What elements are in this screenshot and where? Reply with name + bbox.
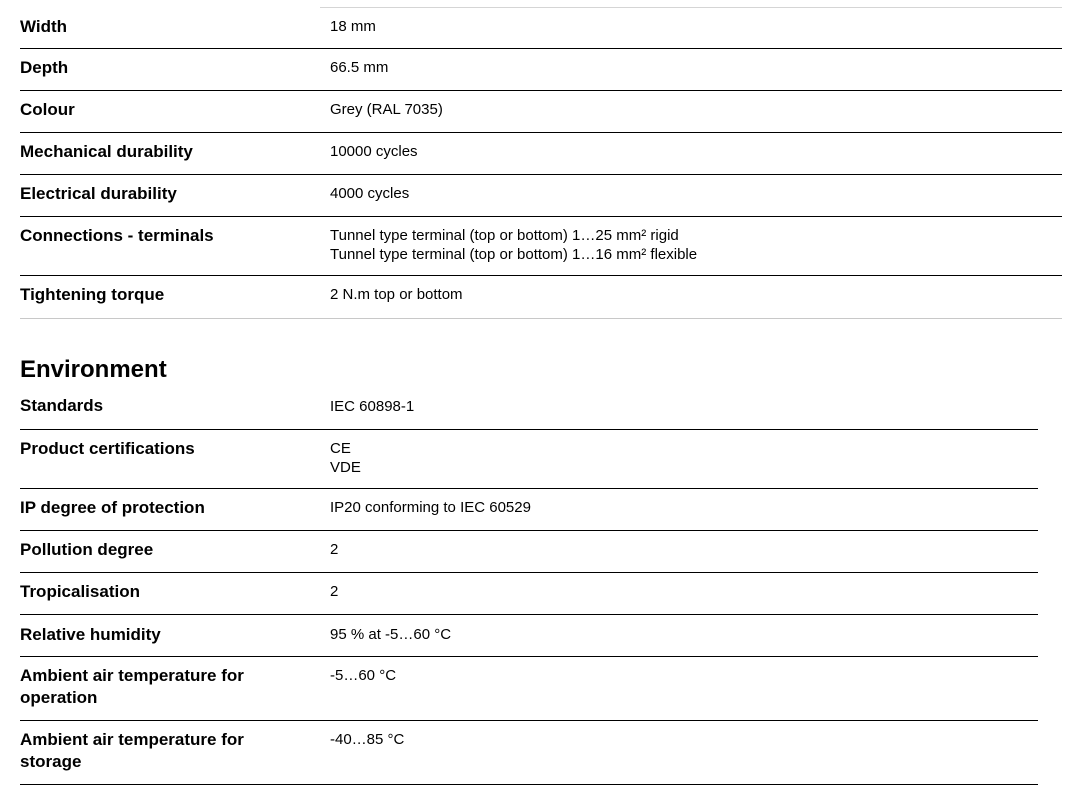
spec-value-line: CE [330,440,351,457]
spec-label: Product certifications [20,439,195,458]
spec-row-connections-terminals [20,217,1062,276]
spec-label: IP degree of protection [20,498,205,517]
spec-value [330,582,338,601]
spec-value-line: 2 [330,583,339,600]
spec-value-line: -5…60 °C [330,667,397,684]
spec-value-line: 18 mm [330,18,376,35]
spec-label: Colour [20,100,75,119]
environment-table [20,387,1038,785]
spec-label: Electrical durability [20,184,177,203]
spec-value [330,730,404,749]
spec-row-mechanical-durability [20,133,1062,175]
spec-value-line: IEC 60898-1 [330,398,415,415]
spec-row-electrical-durability [20,175,1062,217]
spec-value-line: -40…85 °C [330,731,405,748]
spec-row-pollution-degree [20,531,1038,573]
spec-value [330,285,463,304]
spec-label: Mechanical durability [20,142,193,161]
spec-label: Depth [20,58,69,77]
spec-value [330,439,361,477]
spec-value [330,625,451,644]
spec-value-line: 66.5 mm [330,59,389,76]
spec-value-line: 4000 cycles [330,185,410,202]
spec-value-line: 2 N.m top or bottom [330,286,463,303]
spec-value [330,498,531,517]
spec-label: Width [20,17,68,36]
spec-label: Standards [20,396,104,415]
spec-value-line: Grey (RAL 7035) [330,101,443,118]
spec-value [330,184,409,203]
spec-label: Tropicalisation [20,582,140,601]
spec-value-line: 10000 cycles [330,143,418,160]
spec-value-line: Tunnel type terminal (top or bottom) 1…25 mm² rigid [330,227,679,244]
spec-row-ambient-temp-storage [20,721,1038,785]
spec-label: Relative humidity [20,625,161,644]
spec-row-depth [20,49,1062,91]
spec-value-line: VDE [330,459,361,476]
spec-value [330,397,414,416]
spec-value-line: 2 [330,541,339,558]
spec-value [330,666,396,685]
spec-row-product-certifications [20,430,1038,489]
spec-value [330,17,376,36]
spec-label: Ambient air temperature for storage [20,730,244,771]
spec-row-relative-humidity [20,615,1038,657]
spec-row-colour [20,91,1062,133]
spec-value-line: 95 % at -5…60 °C [330,626,452,643]
spec-row-tropicalisation [20,573,1038,615]
spec-value-line: Tunnel type terminal (top or bottom) 1…16 mm² flexible [330,246,698,263]
section-title-environment: Environment [20,356,167,383]
spec-label: Ambient air temperature for operation [20,666,244,707]
spec-label: Tightening torque [20,285,165,304]
spec-value [330,100,443,119]
spec-row-ip-degree [20,489,1038,531]
spec-label: Pollution degree [20,540,154,559]
spec-value-line: IP20 conforming to IEC 60529 [330,499,531,516]
spec-value [330,142,418,161]
spec-value [330,226,697,264]
spec-row-ambient-temp-operation [20,657,1038,721]
spec-label: Connections - terminals [20,226,214,245]
spec-row-width [20,0,1062,49]
spec-value [330,58,388,77]
spec-row-standards [20,387,1038,430]
spec-row-tightening-torque [20,276,1062,319]
spec-value [330,540,338,559]
characteristics-table [20,0,1062,319]
